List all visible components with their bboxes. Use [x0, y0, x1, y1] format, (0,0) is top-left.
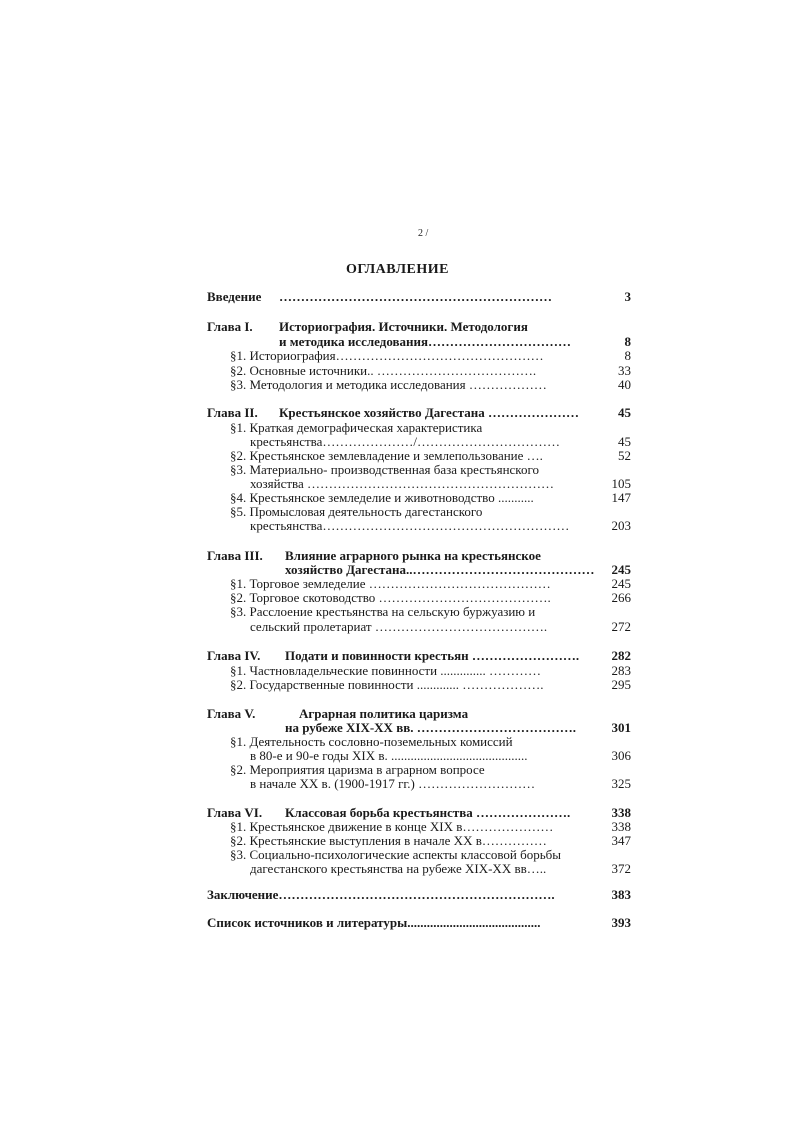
- chapter-title: на рубеже XIX-XX вв. ……………………………….: [285, 720, 576, 735]
- section-title: §1. Торговое земледелие ……………………………………: [230, 576, 551, 591]
- section-title: §4. Крестьянское земледелие и животноводство ...........: [230, 490, 534, 505]
- chapter-title: хозяйство Дагестана..……………………………………: [285, 562, 595, 577]
- section-title: §1. Крестьянское движение в конце XIX в…………………: [230, 819, 554, 834]
- chapter-title: Историография. Источники. Методология: [279, 319, 528, 334]
- section-page: 52: [618, 448, 631, 463]
- toc-entry-sources: [207, 915, 631, 930]
- section-title: §1. Частновладельческие повинности .............. …………: [230, 663, 542, 678]
- toc-chapter-1-cont: [207, 334, 631, 349]
- section-page: 147: [611, 490, 631, 505]
- toc-chapter-1: [207, 319, 631, 334]
- chapter-label: Глава VI.: [207, 805, 263, 820]
- toc-sources-page: 393: [611, 915, 631, 930]
- toc-section: [207, 490, 631, 505]
- toc-section: [207, 462, 631, 477]
- section-title: §1. Деятельность сословно-поземельных комиссий: [230, 734, 513, 749]
- toc-section: [207, 663, 631, 678]
- toc-section: [207, 363, 631, 378]
- toc-section: [207, 833, 631, 848]
- section-title: §5. Промысловая деятельность дагестанского: [230, 504, 483, 519]
- section-title: §3. Методология и методика исследования ………………: [230, 377, 547, 392]
- section-title: крестьянства…………………………………………………: [250, 518, 570, 533]
- toc-section-cont: [207, 518, 631, 533]
- section-page: 40: [618, 377, 631, 392]
- section-title: дагестанского крестьянства на рубеже XIX-XX вв…..: [250, 861, 547, 876]
- toc-section: [207, 448, 631, 463]
- toc-conclusion-label: Заключение……………………………………………………….: [207, 887, 555, 902]
- toc-section: [207, 762, 631, 777]
- chapter-title: Классовая борьба крестьянства ………………….: [285, 805, 571, 820]
- section-page: 105: [611, 476, 631, 491]
- toc-section-cont: [207, 748, 631, 763]
- toc-section: [207, 576, 631, 591]
- toc-section: [207, 677, 631, 692]
- toc-intro-page: 3: [624, 289, 631, 304]
- section-page: 325: [611, 776, 631, 791]
- section-title: хозяйства …………………………………………………: [250, 476, 555, 491]
- section-title: §1. Историография…………………………………………: [230, 348, 544, 363]
- section-title: §2. Основные источники.. ……………………………….: [230, 363, 537, 378]
- section-page: 45: [618, 434, 631, 449]
- toc-chapter-5: [207, 706, 631, 721]
- chapter-page: 8: [624, 334, 631, 349]
- section-title: §2. Государственные повинности ............. ……………….: [230, 677, 544, 692]
- chapter-label: Глава III.: [207, 548, 263, 563]
- chapter-title: и методика исследования……………………………: [279, 334, 572, 349]
- page-title: ОГЛАВЛЕНИЕ: [346, 262, 449, 277]
- toc-section: [207, 504, 631, 519]
- section-page: 8: [624, 348, 631, 363]
- toc-section: [207, 420, 631, 435]
- toc-section-cont: [207, 619, 631, 634]
- section-page: 295: [611, 677, 631, 692]
- chapter-label: Глава I.: [207, 319, 253, 334]
- chapter-label: Глава II.: [207, 405, 258, 420]
- toc-chapter-3-cont: [207, 562, 631, 577]
- section-title: сельский пролетариат ………………………………….: [250, 619, 548, 634]
- toc-chapter-6: [207, 805, 631, 820]
- chapter-title: Влияние аграрного рынка на крестьянское: [285, 548, 541, 563]
- chapter-label: Глава V.: [207, 706, 256, 721]
- section-title: §3. Материально- производственная база крестьянского: [230, 462, 539, 477]
- toc-section-cont: [207, 476, 631, 491]
- section-page: 272: [611, 619, 631, 634]
- chapter-title: Подати и повинности крестьян …………………….: [285, 648, 580, 663]
- chapter-title: Аграрная политика царизма: [299, 706, 469, 721]
- chapter-page: 245: [611, 562, 631, 577]
- section-page: 203: [611, 518, 631, 533]
- section-title: крестьянства…………………/……………………………: [250, 434, 561, 449]
- section-title: §1. Краткая демографическая характеристика: [230, 420, 483, 435]
- toc-section: [207, 348, 631, 363]
- section-title: §2. Крестьянское землевладение и землепользование ….: [230, 448, 543, 463]
- section-page: 347: [611, 833, 631, 848]
- chapter-page: 301: [611, 720, 631, 735]
- page-number: 2 /: [418, 228, 429, 239]
- toc-chapter-3: [207, 548, 631, 563]
- toc-sources-label: Список источников и литературы.........................................: [207, 915, 541, 930]
- chapter-label: Глава IV.: [207, 648, 261, 663]
- section-page: 372: [611, 861, 631, 876]
- section-page: 245: [611, 576, 631, 591]
- toc-section-cont: [207, 434, 631, 449]
- chapter-page: 282: [611, 648, 631, 663]
- chapter-page: 338: [611, 805, 631, 820]
- section-title: §2. Торговое скотоводство ………………………………….: [230, 590, 551, 605]
- chapter-title: Крестьянское хозяйство Дагестана …………………: [279, 405, 579, 420]
- toc-intro-dots: ………………………………………………………: [279, 289, 552, 304]
- section-title: §2. Крестьянские выступления в начале XX в……………: [230, 833, 547, 848]
- section-page: 266: [611, 590, 631, 605]
- section-page: 306: [611, 748, 631, 763]
- toc-section-cont: [207, 776, 631, 791]
- section-page: 283: [611, 663, 631, 678]
- toc-entry-intro: [207, 289, 631, 304]
- toc-conclusion-page: 383: [611, 887, 631, 902]
- toc-entry-conclusion: [207, 887, 631, 902]
- section-title: §3. Расслоение крестьянства на сельскую буржуазию и: [230, 604, 536, 619]
- toc-section-cont: [207, 861, 631, 876]
- section-title: в начале XX в. (1900-1917 гг.) ………………………: [250, 776, 536, 791]
- toc-chapter-5-cont: [207, 720, 631, 735]
- toc-chapter-4: [207, 648, 631, 663]
- toc-section: [207, 377, 631, 392]
- section-page: 33: [618, 363, 631, 378]
- toc-chapter-2: [207, 405, 631, 420]
- toc-intro-label: Введение: [207, 289, 262, 304]
- toc-section: [207, 734, 631, 749]
- section-page: 338: [611, 819, 631, 834]
- section-title: в 80-е и 90-е годы XIX в. ..........................................: [250, 748, 528, 763]
- section-title: §2. Мероприятия царизма в аграрном вопросе: [230, 762, 485, 777]
- toc-section: [207, 590, 631, 605]
- chapter-page: 45: [618, 405, 631, 420]
- toc-section: [207, 847, 631, 862]
- toc-section: [207, 604, 631, 619]
- section-title: §3. Социально-психологические аспекты классовой борьбы: [230, 847, 561, 862]
- toc-section: [207, 819, 631, 834]
